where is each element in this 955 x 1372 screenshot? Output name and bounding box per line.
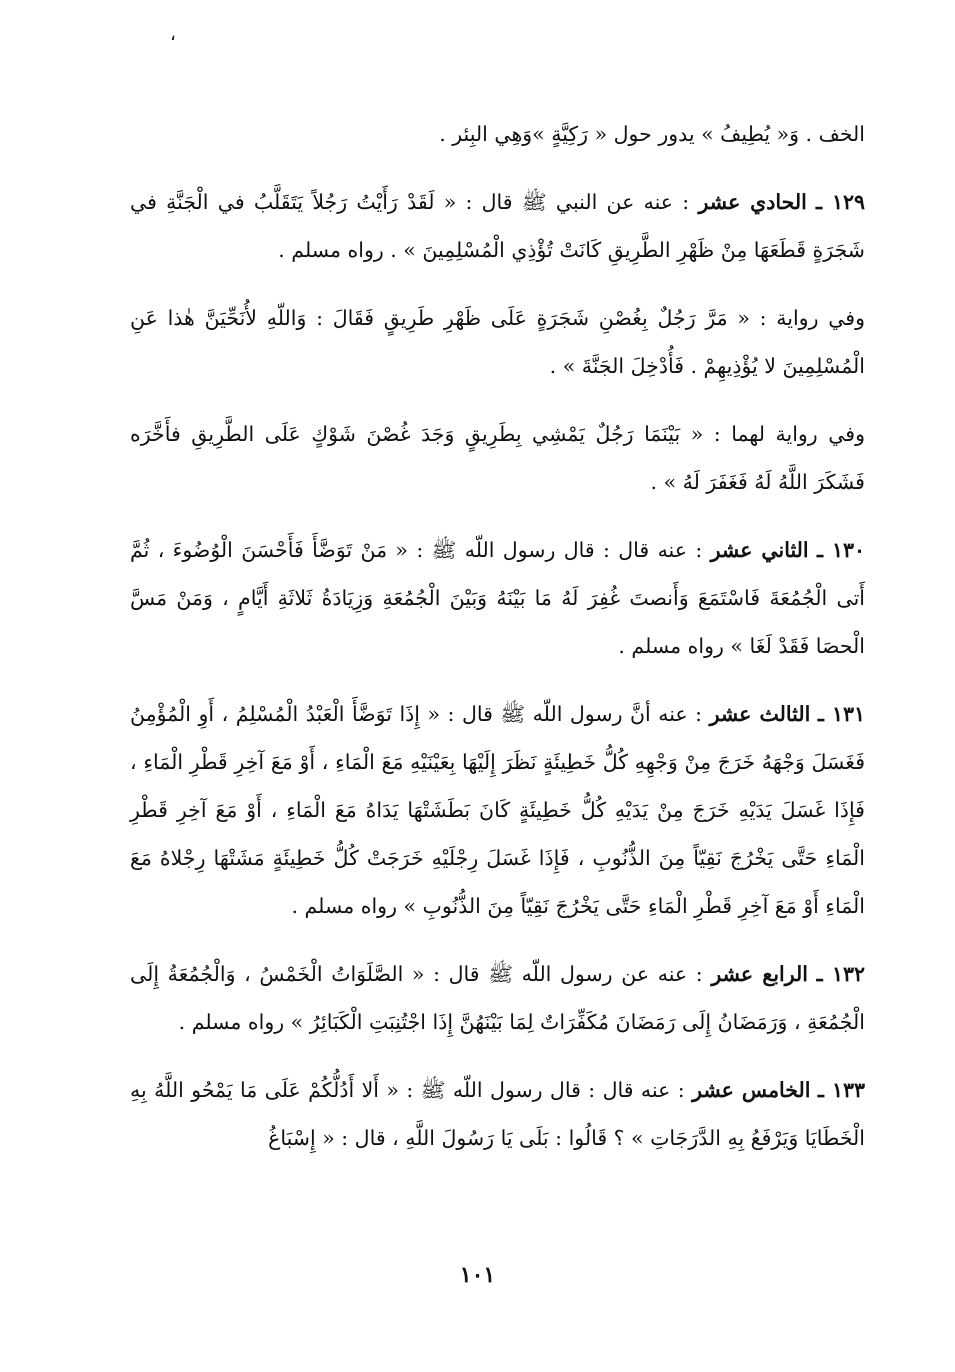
narration-body: وفي رواية لهما : « بَيْنَمَا رَجُلٌ يَمْشِي بِطَرِيقٍ وَجَدَ غُصْنَ شَوْكٍ عَلَى الطَّرِيقِ فأَخَّرَه فَشَكَرَ اللَّهُ لَهُ فَغَفَرَ لَهُ » . (130, 422, 865, 494)
hadith-body: : عنه عن رسول اللّه ﷺ قال : « الصَّلَوَاتُ الْخَمْسُ ، وَالْجُمُعَةُ إِلَى الْجُمُعَةِ ، وَرَمَضَانُ إِلَى رَمَضَانَ مُكَفِّرَاتٌ لِمَا بَيْنَهُنَّ إِذَا اجْتُنِبَتِ الْكَبَائِرُ » رواه مسلم . (130, 962, 865, 1034)
hadith-body: : عنه عن النبي ﷺ قال : « لَقَدْ رَأَيْتُ رَجُلاً يَتَقَلَّبُ في الْجَنَّةِ في شَجَرَةٍ قَطَعَهَا مِنْ ظَهْرِ الطَّرِيقِ كَانَتْ تُؤْذِي الْمُسْلِمِينَ » . رواه مسلم . (130, 190, 865, 262)
hadith-number: ١٣٢ ـ (816, 962, 865, 986)
hadith-130 (130, 526, 865, 670)
hadith-title: الخامس عشر (692, 1078, 811, 1102)
hadith-title: الثالث عشر (709, 702, 811, 726)
narration-2 (130, 410, 865, 506)
hadith-title: الحادي عشر (698, 190, 807, 214)
narration-1 (130, 294, 865, 390)
hadith-number: ١٣١ ـ (817, 702, 865, 726)
hadith-133 (130, 1066, 865, 1162)
hadith-number: ١٣٣ ـ (817, 1078, 865, 1102)
top-mark: ، (170, 24, 176, 45)
hadith-title: الثاني عشر (710, 538, 809, 562)
hadith-body: : عنه قال : قال رسول اللّه ﷺ : « مَنْ تَوَضَّأَ فَأَحْسَنَ الْوُضُوءَ ، ثُمَّ أَتى الْجُمُعَةَ فَاسْتَمَعَ وَأَنصتَ غُفِرَ لَهُ مَا بَيْنَهُ وَبَيْنَ الْجُمُعَةِ وَزِيَادَةُ ثَلاثَةِ أَيَّامٍ ، وَمَنْ مَسَّ الْحصَا فَقَدْ لَغَا » رواه مسلم . (130, 538, 865, 658)
page-number: ١٠١ (459, 1262, 496, 1288)
intro-line: الخف . وَ« يُطِيفُ » يدور حول « رَكِيَّةٍ »وَهِي البِئر . (439, 122, 865, 146)
hadith-number: ١٢٩ ـ (816, 190, 865, 214)
narration-body: وفي رواية : « مَرَّ رَجُلٌ بِغُصْنِ شَجَرَةٍ عَلَى ظَهْرِ طَرِيقٍ فَقَالَ : وَاللّهِ لأُنَحِّيَنَّ هٰذا عَنِ الْمُسْلِمِينَ لا يُؤْذِيهِمْ . فَأُدْخِلَ الجَنَّةَ » . (130, 306, 865, 378)
hadith-132 (130, 950, 865, 1046)
hadith-129 (130, 178, 865, 274)
hadith-title: الرابع عشر (711, 962, 808, 986)
main-text (130, 110, 865, 1182)
hadith-number: ١٣٠ ـ (816, 538, 865, 562)
hadith-body: : عنه أنَّ رسول اللّه ﷺ قال : « إِذَا تَوَضَّأَ الْعَبْدُ الْمُسْلِمُ ، أَوِ الْمُؤْمِنُ فَغَسَلَ وَجْهَهُ خَرَجَ مِنْ وَجْهِهِ كُلُّ خَطِيئَةٍ نَظَرَ إِلَيْهَا بِعَيْنَيْهِ مَعَ الْمَاءِ ، أَوْ مَعَ آخِرِ قَطْرِ الْمَاءِ ، فَإِذَا غَسَلَ يَدَيْهِ خَرَجَ مِنْ يَدَيْهِ كُلُّ خَطِيئَةٍ كَانَ بَطَشَتْهَا يَدَاهُ مَعَ الْمَاءِ ، أَوْ مَعَ آخِرِ قَطْرِ الْمَاءِ حَتَّى يَخْرُجَ نَقِيّاً مِنَ الذُّنُوبِ ، فَإِذَا غَسَلَ رِجْلَيْهِ خَرَجَتْ كُلُّ خَطِيئَةٍ مَشَتْهَا رِجْلاهُ مَعَ الْمَاءِ أَوْ مَعَ آخِرِ قَطْرِ الْمَاءِ حَتَّى يَخْرُجَ نَقِيّاً مِنَ الذُّنُوبِ » رواه مسلم . (130, 702, 865, 918)
hadith-body: : عنه قال : قال رسول اللّه ﷺ : « أَلا أَدُلُّكُمْ عَلَى مَا يَمْحُو اللَّهُ بِهِ الْخَطَايَا وَيَرْفَعُ بِهِ الدَّرَجَاتِ » ؟ قَالُوا : بَلَى يَا رَسُولَ اللَّهِ ، قال : « إِسْبَاغُ (130, 1078, 865, 1150)
hadith-131 (130, 690, 865, 930)
